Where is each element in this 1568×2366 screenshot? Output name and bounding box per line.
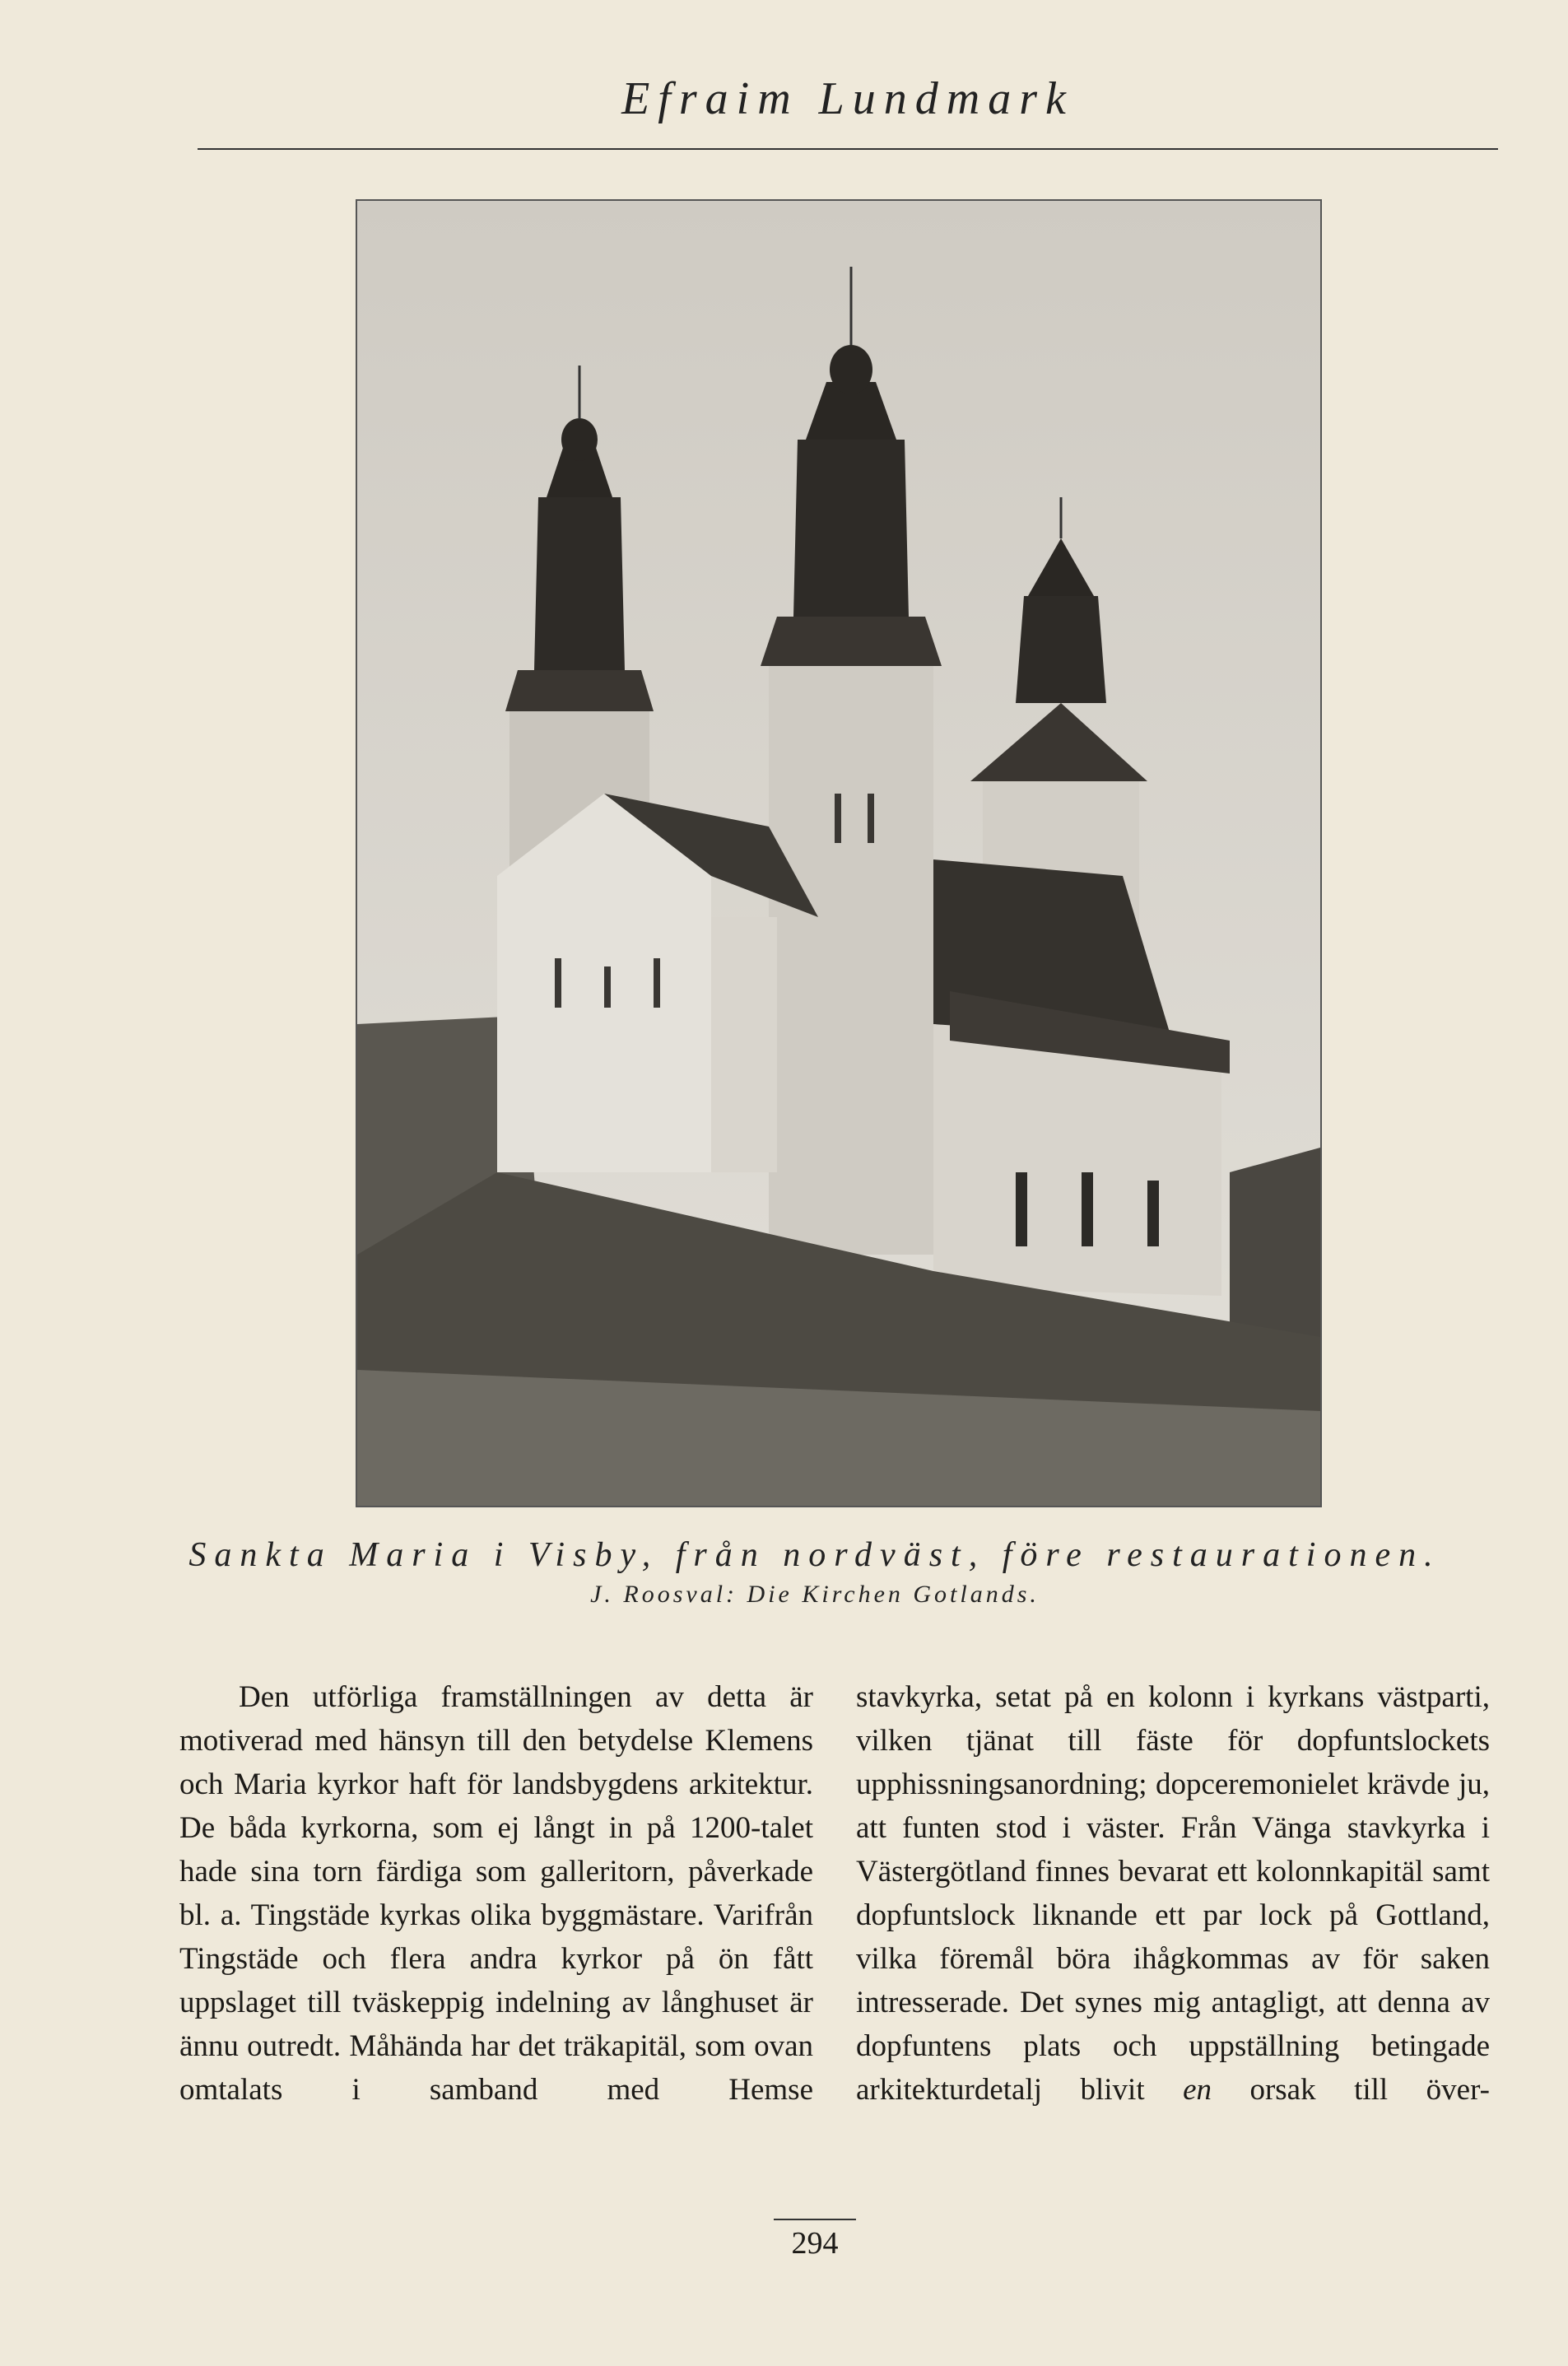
figure-caption: Sankta Maria i Visby, från nordväst, före restaurationen. [188, 1536, 1441, 1574]
body-paragraph-left: Den utförliga framställningen av detta är motiverad med hänsyn till den betydelse Klemens och Maria kyrkor haft för landsbygdens arkitektur. De båda kyrkorna, som ej långt in på 1200-talet hade sina torn färdiga som galleritorn, påverkade bl. a. Tingstäde kyrkas olika byggmästare. Varifrån Tingstäde och flera andra kyrkor på ön fått uppslaget till tväskeppig indelning av långhuset är ännu outredt. Måhända har det träkapitäl, som ovan omtalats i samband med Hemse [179, 1680, 813, 2107]
header-rule [198, 148, 1498, 150]
body-paragraph-right [856, 1675, 1490, 2112]
body-column-left [179, 1675, 813, 2112]
church-photograph [356, 199, 1322, 1507]
figure-source: J. Roosval: Die Kirchen Gotlands. [590, 1581, 1040, 1608]
body-text-right-part1: stavkyrka, setat på en kolonn i kyrkans västparti, vilken tjänat till fäste för dopfuntslockets upphissningsanordning; dopceremonielet krävde ju, att funten stod i väster. Från Vänga stavkyrka i Västergötland finnes bevarat ett kolonnkapitäl samt dopfuntslock liknande ett par lock på Gottland, vilka föremål böra ihågkommas av för saken intresserade. Det synes mig antagligt, att denna av dopfuntens plats och uppställning betingade arkitekturdetalj blivit [856, 1680, 1490, 2107]
emphasized-word: en [1183, 2073, 1212, 2107]
body-text-right-part2: orsak till över- [1212, 2073, 1490, 2107]
page-number: 294 [774, 2219, 856, 2261]
running-header-author: Efraim Lundmark [621, 73, 1074, 124]
church-illustration [357, 201, 1320, 1506]
body-column-right [856, 1675, 1490, 2112]
